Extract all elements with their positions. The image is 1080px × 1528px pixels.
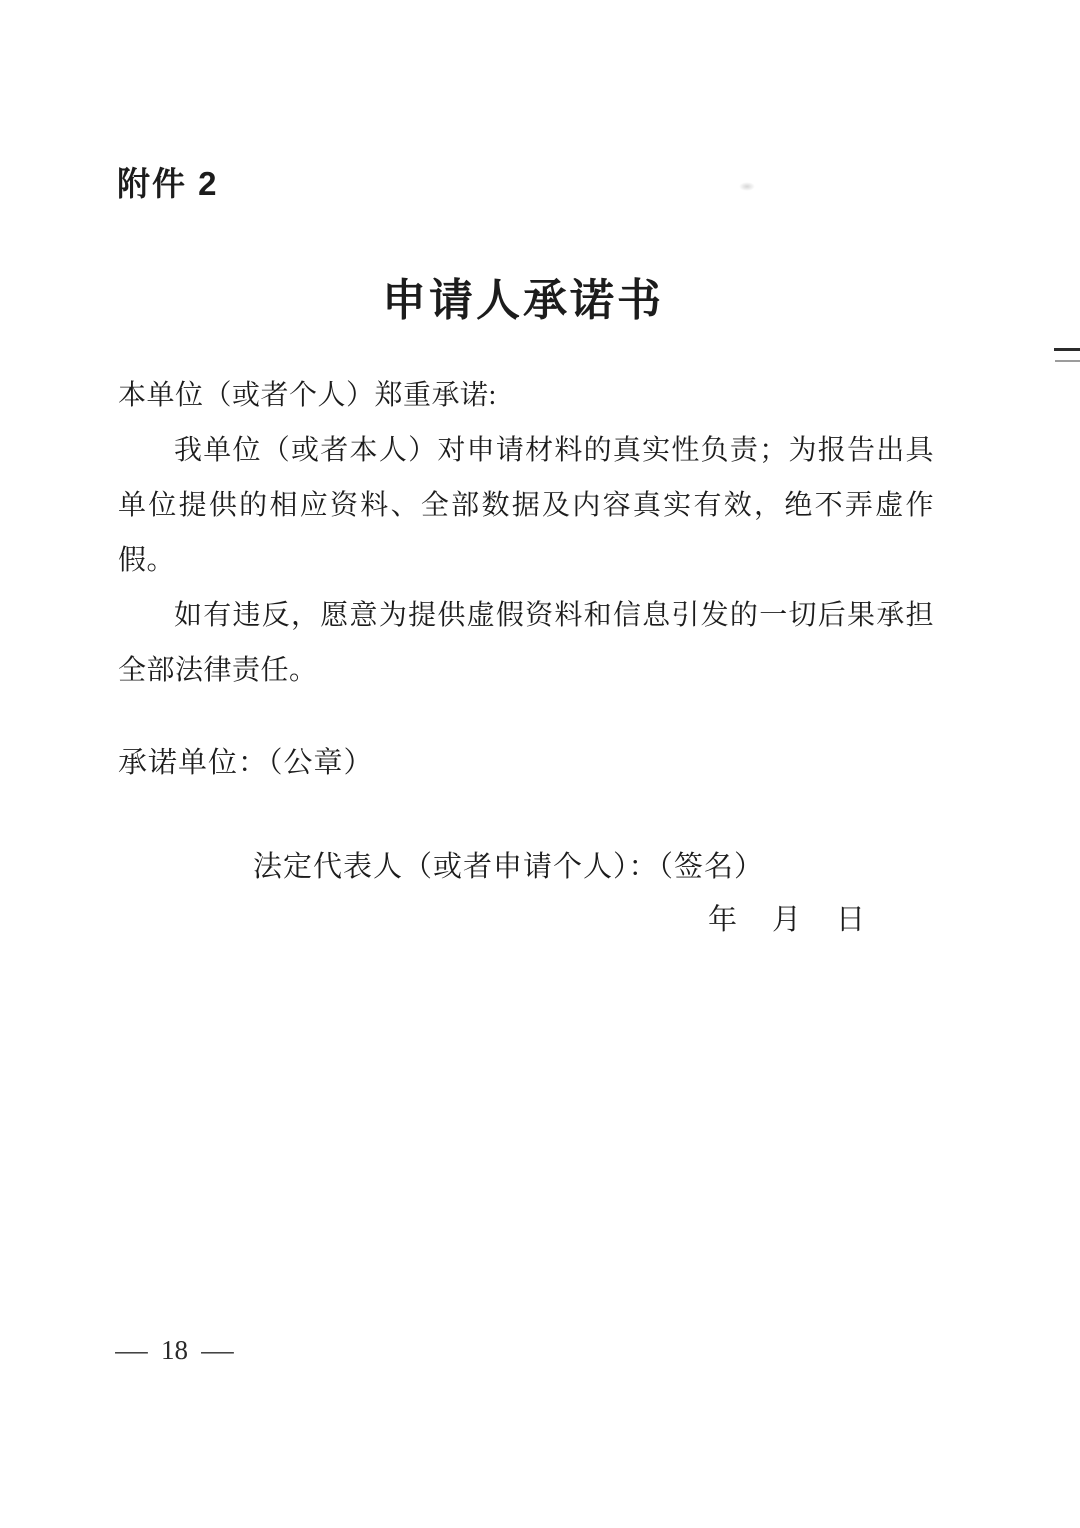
salutation-line: 本单位（或者个人）郑重承诺: (118, 380, 497, 411)
promise-unit-line: 承诺单位：（公章） (118, 747, 374, 779)
scan-smudge-artifact (739, 182, 755, 191)
representative-signature-line: 法定代表人（或者申请个人）：（签名） (253, 851, 765, 883)
edge-mark-dark (1054, 348, 1080, 351)
page-title: 申请人承诺书 (382, 276, 664, 325)
body-text-block (118, 368, 934, 698)
paragraph-2: 如有违反，愿意为提供虚假资料和信息引发的一切后果承担全部法律责任。 (118, 600, 934, 686)
edge-mark-light (1055, 360, 1080, 362)
footer-dash-left: — (115, 1335, 148, 1365)
footer-dash-right: — (201, 1335, 234, 1365)
scan-edge-marks (1052, 348, 1080, 362)
attachment-label: 附件 2 (117, 165, 219, 202)
date-line: 年 月 日 (708, 904, 869, 936)
page-footer (115, 1335, 234, 1366)
page-number: 18 (161, 1335, 188, 1365)
paragraph-1: 我单位（或者本人）对申请材料的真实性负责；为报告出具单位提供的相应资料、全部数据及内容真实有效，绝不弄虚作假。 (118, 435, 934, 576)
